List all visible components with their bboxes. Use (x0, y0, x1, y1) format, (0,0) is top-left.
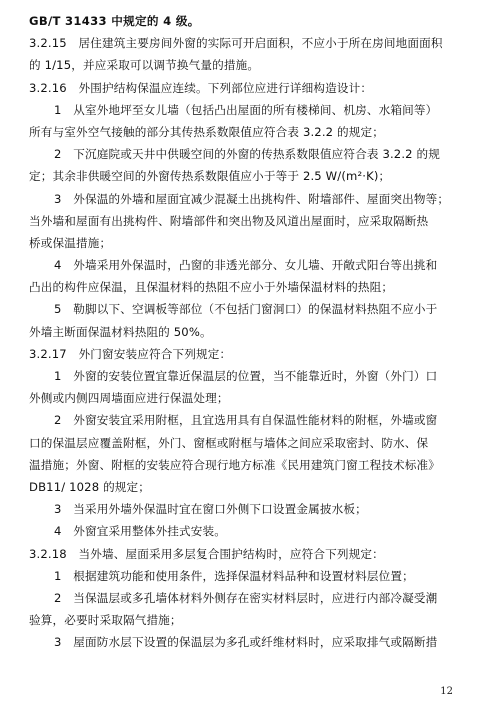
clause-3-2-16-item-3-line-2: 当外墙和屋面有出挑构件、附墙部件和突出物及风道出屋面时，应采取隔断热 (29, 213, 429, 228)
clause-3-2-17-item-3: 3 当采用外墙外保温时宜在窗口外侧下口设置金属披水板； (54, 502, 367, 517)
clause-3-2-17-item-1-line-1: 1 外窗的安装位置宜靠近保温层的位置，当不能靠近时，外窗（外门）口 (54, 369, 438, 383)
clause-3-2-18-heading: 3.2.18 当外墙、屋面采用多层复合围护结构时，应符合下列规定： (29, 546, 384, 561)
clause-3-2-17-item-2-line-1: 2 外窗安装宜采用附框，且宜选用具有自保温性能材料的附框，外墙或窗 (54, 413, 438, 428)
clause-3-2-17-item-2-line-4: DB11/ 1028 的规定； (29, 479, 151, 494)
clause-3-2-15-line-2: 的 1/15，并应采取可以调节换气量的措施。 (29, 58, 260, 73)
clause-3-2-16-item-1-line-1: 1 从室外地坪至女儿墙（包括凸出屋面的所有楼梯间、机房、水箱间等） (54, 102, 438, 117)
clause-3-2-16-item-4-line-1: 4 外墙采用外保温时，凸窗的非透光部分、女儿墙、开敞式阳台等出挑和 (54, 258, 438, 273)
clause-3-2-17-item-1-line-2: 外侧或内侧四周墙面应进行保温处理； (29, 391, 229, 406)
clause-3-2-16-item-2-line-2: 定；其余非供暖空间的外窗传热系数限值应小于等于 2.5 W/(m²·K)； (29, 169, 391, 184)
clause-3-2-16-heading: 3.2.16 外围护结构保温应连续。下列部位应进行详细构造设计： (29, 80, 373, 95)
clause-3-2-17-item-2-line-3: 温措施；外窗、附框的安装应符合现行地方标准《民用建筑门窗工程技术标准》 (29, 457, 441, 472)
clause-3-2-18-item-3-line-1: 3 屋面防水层下设置的保温层为多孔或纤维材料时，应采取排气或隔断措 (54, 635, 438, 650)
clause-3-2-18-item-1: 1 根据建筑功能和使用条件，选择保温材料品种和设置材料层位置； (54, 568, 414, 583)
clause-3-2-16-item-3-line-1: 3 外保温的外墙和屋面宜减少混凝土出挑构件、附墙部件、屋面突出物等； (54, 191, 450, 206)
clause-3-2-16-item-4-line-2: 凸出的构件应保温，且保温材料的热阻不应小于外墙保温材料的热阻； (29, 280, 394, 295)
clause-3-2-16-item-5-line-2: 外墙主断面保温材料热阻的 50%。 (29, 324, 212, 339)
page-number: 12 (440, 686, 453, 697)
clause-3-2-17-item-4: 4 外窗宜采用整体外挂式安装。 (54, 524, 226, 539)
clause-3-2-16-item-5-line-1: 5 勒脚以下、空调板等部位（不包括门窗洞口）的保温材料热阻不应小于 (54, 302, 438, 317)
text-line-continuation: GB/T 31433 中规定的 4 级。 (29, 14, 200, 28)
clause-3-2-16-item-3-line-3: 桥或保温措施； (29, 235, 112, 250)
clause-3-2-15-line-1: 3.2.15 居住建筑主要房间外窗的实际可开启面积，不应小于所在房间地面面积 (29, 36, 443, 51)
clause-3-2-16-item-1-line-2: 所有与室外空气接触的部分其传热系数限值应符合表 3.2.2 的规定； (29, 124, 385, 139)
clause-3-2-18-item-2-line-2: 验算，必要时采取隔气措施； (29, 613, 182, 628)
clause-3-2-16-item-2-line-1: 2 下沉庭院或天井中供暖空间的外窗的传热系数限值应符合表 3.2.2 的规 (54, 147, 441, 162)
clause-3-2-17-heading: 3.2.17 外门窗安装应符合下列规定： (29, 346, 232, 361)
clause-3-2-18-item-2-line-1: 2 当保温层或多孔墙体材料外侧存在密实材料层时，应进行内部冷凝受潮 (54, 590, 438, 605)
clause-3-2-17-item-2-line-2: 口的保温层应覆盖附框，外门、窗框或附框与墙体之间应采取密封、防水、保 (29, 435, 429, 450)
